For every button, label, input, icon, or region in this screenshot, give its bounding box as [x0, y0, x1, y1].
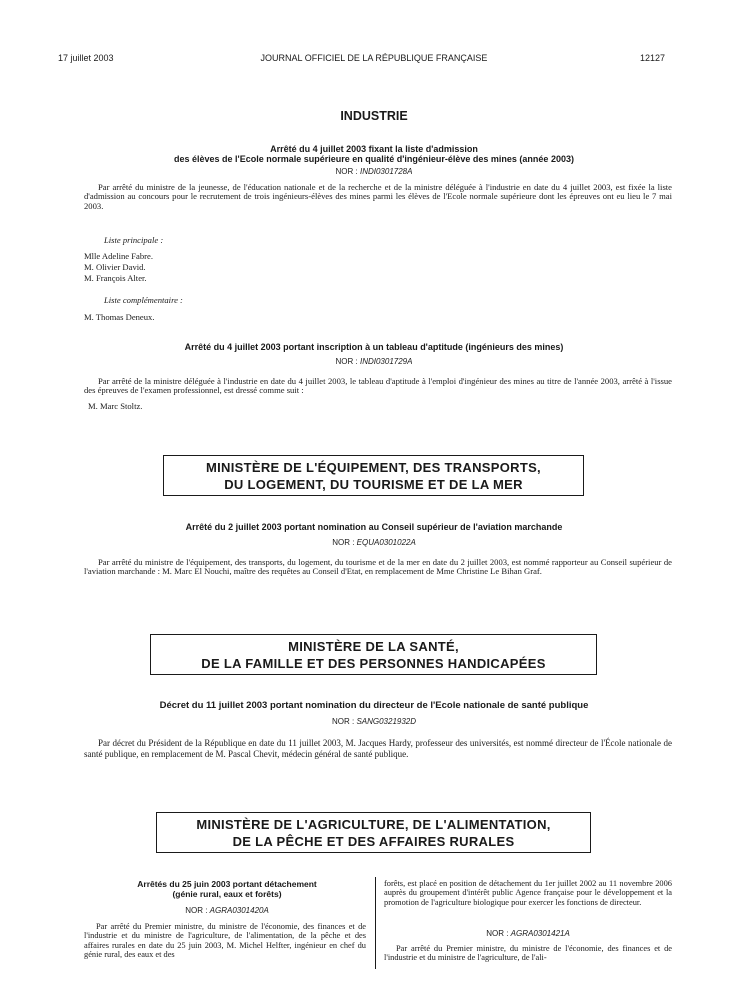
list-item: Mlle Adeline Fabre.: [84, 251, 153, 261]
column-divider: [375, 877, 376, 969]
list-item: M. Marc Stoltz.: [88, 401, 143, 411]
ministry-title-line: MINISTÈRE DE LA SANTÉ,: [288, 639, 459, 654]
liste-principale-label: Liste principale :: [104, 235, 164, 245]
nor-code: INDI0301729A: [359, 357, 413, 366]
arrete-title-line: des élèves de l'Ecole normale supérieure en qualité d'ingénieur-élève des mines (année 2003): [174, 154, 574, 164]
nor-reference: [0, 538, 748, 547]
header-date: 17 juillet 2003: [58, 53, 114, 63]
nor-label: NOR :: [332, 538, 355, 547]
arrete-body: Par arrêté du Premier ministre, du ministre de l'économie, des finances et de l'industrie et du ministre de l'agriculture, de l'ali-: [384, 944, 672, 963]
arrete-title-line: Arrêtés du 25 juin 2003 portant détachement: [137, 879, 317, 889]
decret-body: Par décret du Président de la République en date du 11 juillet 2003, M. Jacques Hardy, professeur des universités, est nommé directeur de l'École nationale de santé publique, en remplacement de M. Pascal Chevit, médecin général de santé publique.: [84, 738, 672, 759]
header-journal-title: JOURNAL OFFICIEL DE LA RÉPUBLIQUE FRANÇAISE: [260, 53, 488, 63]
ministry-title-line: DE LA PÊCHE ET DES AFFAIRES RURALES: [232, 834, 515, 849]
ministry-box-equipement: [163, 455, 584, 496]
ministry-box-sante: [150, 634, 597, 675]
nor-code: EQUA0301022A: [356, 538, 416, 547]
nor-label: NOR :: [335, 357, 358, 366]
arrete-title: [60, 144, 688, 164]
list-item: M. Olivier David.: [84, 262, 146, 272]
nor-reference: [0, 167, 748, 176]
arrete-title: Arrêté du 2 juillet 2003 portant nomination au Conseil supérieur de l'aviation marchande: [185, 522, 563, 532]
arrete-title-line: (génie rural, eaux et forêts): [172, 889, 282, 899]
arrete-title: [84, 879, 370, 899]
ministry-title-line: DE LA FAMILLE ET DES PERSONNES HANDICAPÉES: [201, 656, 546, 671]
list-item: M. Thomas Deneux.: [84, 312, 155, 322]
nor-reference: [384, 929, 672, 938]
arrete-body: Par arrêté du ministre de l'équipement, des transports, du logement, du tourisme et de la mer en date du 2 juillet 2003, est nommé rapporteur au Conseil supérieur de l'aviation marchande : M. Marc El Nouchi, maître des requêtes au Conseil d'Etat, en remplacement de Mme Christine Le Bihan Graf.: [84, 557, 672, 577]
nor-label: NOR :: [331, 717, 355, 726]
arrete-body: Par arrêté du Premier ministre, du ministre de l'économie, des finances et de l'industrie et du ministre de l'agriculture, de l'alimentation, de la pêche et des affaires rurales en date du 25 juin 2003, M. Michel Helfter, ingénieur en chef du génie rural, des eaux et des: [84, 922, 366, 960]
nor-reference: [84, 906, 370, 915]
ministry-title-line: MINISTÈRE DE L'ÉQUIPEMENT, DES TRANSPORTS,: [206, 460, 541, 475]
section-title-industrie: INDUSTRIE: [340, 109, 408, 123]
nor-label: NOR :: [335, 167, 358, 176]
nor-label: NOR :: [185, 906, 208, 915]
ministry-box-agriculture: [156, 812, 591, 853]
nor-code: AGRA0301420A: [209, 906, 269, 915]
nor-reference: [0, 717, 748, 726]
arrete-title: Arrêté du 4 juillet 2003 portant inscription à un tableau d'aptitude (ingénieurs des mines): [184, 342, 564, 352]
arrete-title-line: Arrêté du 4 juillet 2003 fixant la liste d'admission: [270, 144, 478, 154]
header-page-number: 12127: [640, 53, 666, 63]
nor-code: SANG0321932D: [356, 717, 417, 726]
arrete-body: Par arrêté du ministre de la jeunesse, de l'éducation nationale et de la recherche et de la ministre déléguée à l'industrie en date du 4 juillet 2003, est fixée la liste d'admission au concours pour le recrutement de trois ingénieurs-élèves des mines parmi les élèves de l'Ecole normale supérieure dont les épreuves ont eu lieu le 7 mai 2003.: [84, 182, 672, 211]
decret-title: Décret du 11 juillet 2003 portant nomination du directeur de l'Ecole nationale de santé publique: [159, 700, 589, 711]
arrete-body: forêts, est placé en position de détachement du 1er juillet 2002 au 11 novembre 2006 auprès du groupement d'intérêt public Agence française pour le développement et la promotion de l'agriculture biologique pour exercer les fonctions de directeur.: [384, 879, 672, 907]
list-item: M. François Alter.: [84, 273, 147, 283]
arrete-body: Par arrêté de la ministre déléguée à l'industrie en date du 4 juillet 2003, le tableau d'aptitude à l'emploi d'ingénieur des mines au titre de l'année 2003, arrêté à l'issue des épreuves de l'examen professionnel, est dressé comme suit :: [84, 376, 672, 396]
nor-code: INDI0301728A: [359, 167, 413, 176]
ministry-title-line: MINISTÈRE DE L'AGRICULTURE, DE L'ALIMENTATION,: [196, 817, 551, 832]
liste-complementaire-label: Liste complémentaire :: [104, 295, 183, 305]
nor-code: AGRA0301421A: [510, 929, 570, 938]
ministry-title-line: DU LOGEMENT, DU TOURISME ET DE LA MER: [224, 477, 523, 492]
nor-reference: [0, 357, 748, 366]
nor-label: NOR :: [486, 929, 509, 938]
